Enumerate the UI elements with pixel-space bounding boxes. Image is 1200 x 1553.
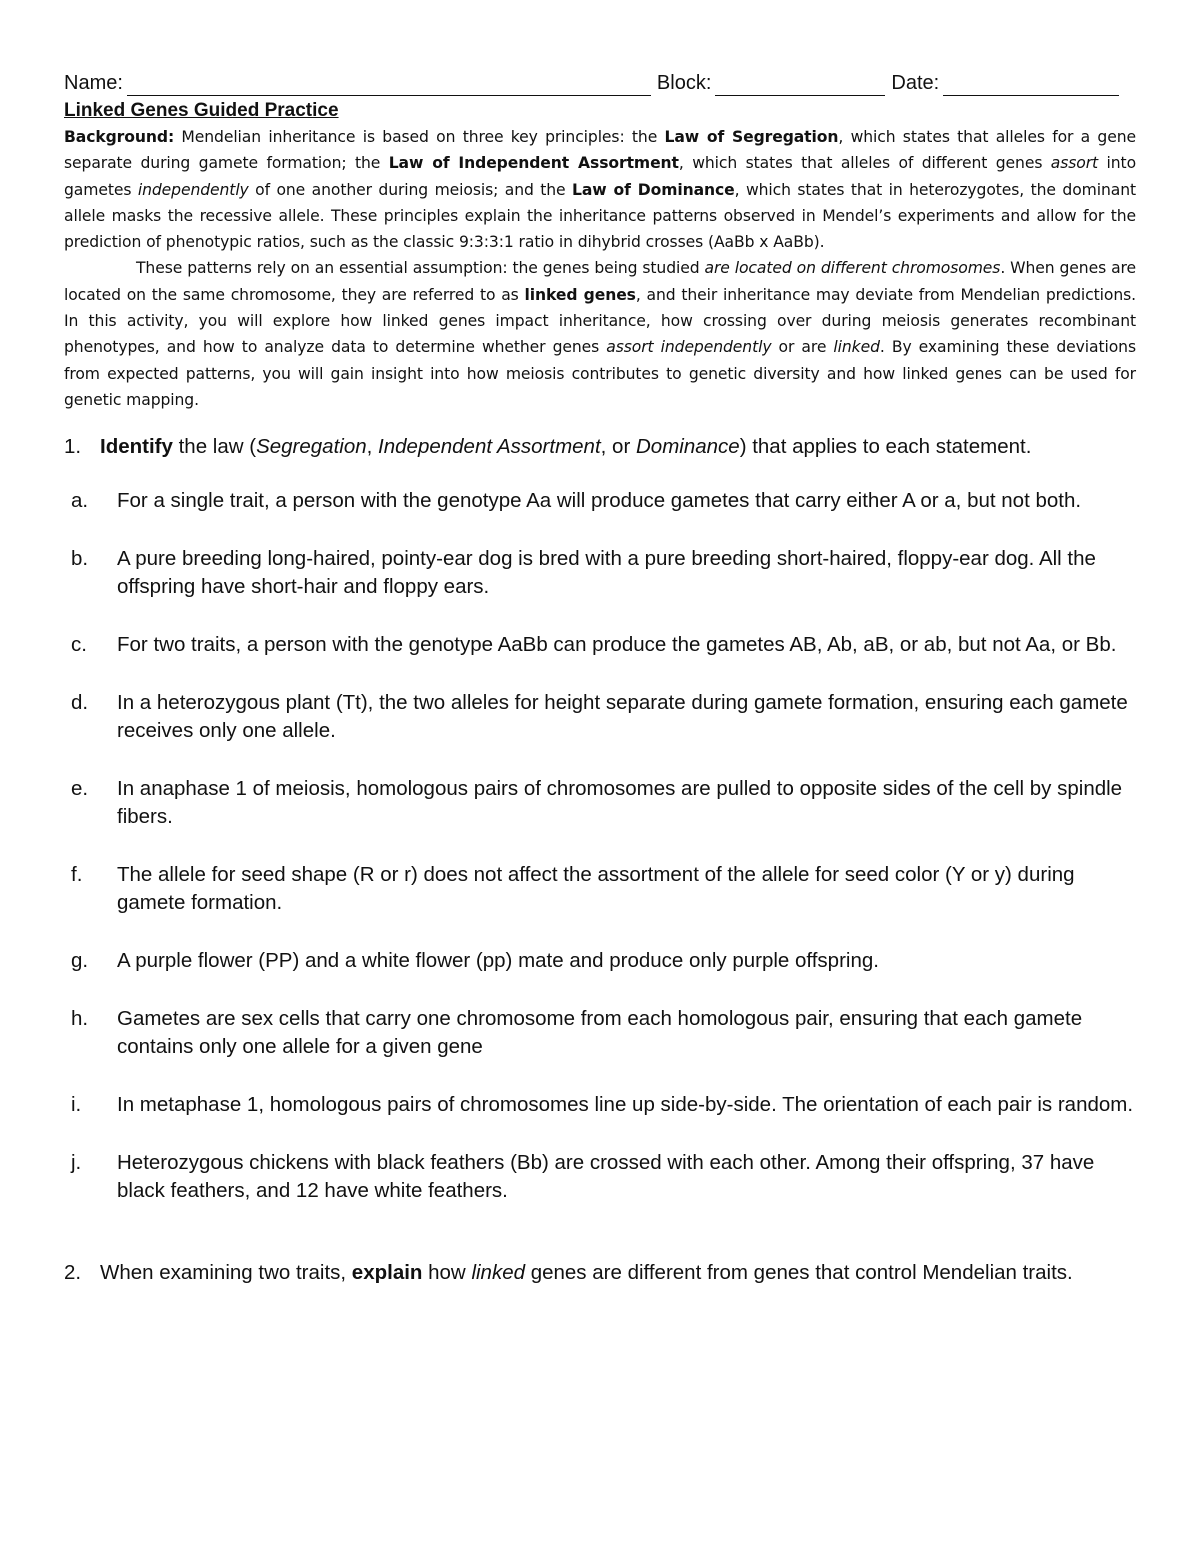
bg-text: , which states that alleles for a gene separate during gamete formation; the	[64, 128, 1136, 173]
linked-term: linked	[471, 1261, 525, 1285]
q1-text: , or	[600, 435, 636, 459]
background-paragraph-2	[64, 255, 1136, 413]
q1-text: the law (	[172, 435, 257, 459]
worksheet-page	[64, 70, 1136, 1287]
item-statement: For a single trait, a person with the genotype Aa will produce gametes that carry either A or a, but not both.	[117, 489, 1082, 513]
item-letter: a.	[71, 489, 89, 513]
identify-term: Identify	[100, 435, 173, 459]
item-letter: h.	[71, 1007, 89, 1031]
q1-text: ,	[366, 435, 379, 459]
different-chromosomes-term: are located on different chromosomes	[704, 259, 1001, 278]
list-item	[64, 1091, 1136, 1119]
list-item	[64, 1149, 1136, 1205]
page-title: Linked Genes Guided Practice	[64, 100, 339, 121]
assort-term: assort	[1050, 154, 1099, 173]
bg-text: , which states that alleles of different genes	[678, 154, 1051, 173]
item-statement: A pure breeding long-haired, pointy-ear dog is bred with a pure breeding short-haired, floppy-ear dog. All the offspring have short-hair and floppy ears.	[117, 547, 1096, 599]
bg-text: or are	[771, 338, 834, 357]
linked-term: linked	[833, 338, 880, 357]
item-statement: Heterozygous chickens with black feathers (Bb) are crossed with each other. Among their offspring, 37 have black feathers, and 12 have white feathers.	[117, 1151, 1095, 1203]
bg-text: . When genes are located on the same chromosome, they are referred to as	[64, 259, 1136, 304]
item-letter: d.	[71, 691, 89, 715]
law-independent-assortment-term: Law of Independent Assortment	[388, 154, 679, 173]
background-section	[64, 124, 1136, 413]
list-item	[64, 775, 1136, 831]
item-letter: b.	[71, 547, 89, 571]
list-item	[64, 487, 1136, 515]
bg-text: , and their inheritance may deviate from Mendelian predictions. In this activity, you will explore how linked genes impact inheritance, how crossing over during meiosis generates recombinant phenotypes, and how to analyze data to determine whether genes	[64, 285, 1136, 357]
item-letter: j.	[71, 1151, 82, 1175]
block-label: Block:	[656, 72, 712, 94]
q2-text: When examining two traits,	[100, 1261, 352, 1285]
assort-independently-term: assort independently	[606, 338, 772, 357]
q2-text: how	[422, 1261, 472, 1285]
item-statement: In a heterozygous plant (Tt), the two alleles for height separate during gamete formation, ensuring each gamete receives only one allele.	[117, 691, 1128, 743]
question-number: 2.	[64, 1261, 82, 1285]
date-blank-line	[943, 75, 1119, 96]
explain-term: explain	[351, 1261, 423, 1285]
item-statement: A purple flower (PP) and a white flower (pp) mate and produce only purple offspring.	[117, 949, 879, 973]
name-blank-line	[127, 75, 651, 96]
item-statement: In metaphase 1, homologous pairs of chromosomes line up side-by-side. The orientation of each pair is random.	[117, 1093, 1134, 1117]
question-number: 1.	[64, 435, 82, 459]
item-letter: c.	[71, 633, 87, 657]
item-letter: f.	[71, 863, 83, 887]
independent-assortment-term: Independent Assortment	[378, 435, 601, 459]
header-row	[64, 70, 1136, 96]
list-item	[64, 947, 1136, 975]
q2-text: genes are different from genes that control Mendelian traits.	[525, 1261, 1073, 1285]
background-label: Background:	[64, 128, 175, 146]
bg-text: , which states that in heterozygotes, the dominant allele masks the recessive allele. These principles explain the inheritance patterns observed in Mendel’s experiments and allow for the prediction of phenotypic ratios, such as the classic 9:3:3:1 ratio in dihybrid crosses (AaBb x AaBb).	[64, 180, 1136, 252]
list-item	[64, 689, 1136, 745]
item-statement: Gametes are sex cells that carry one chromosome from each homologous pair, ensuring that each gamete contains only one allele for a given gene	[117, 1007, 1083, 1059]
list-item	[64, 545, 1136, 601]
bg-text: . By examining these deviations from expected patterns, you will gain insight into how meiosis contributes to genetic diversity and how linked genes can be used for genetic mapping.	[64, 338, 1136, 409]
law-segregation-term: Law of Segregation	[664, 128, 839, 146]
segregation-term: Segregation	[256, 435, 367, 459]
bg-text: of one another during meiosis; and the	[248, 180, 573, 199]
item-statement: For two traits, a person with the genotype AaBb can produce the gametes AB, Ab, aB, or ab, but not Aa, or Bb.	[117, 633, 1117, 657]
item-statement: In anaphase 1 of meiosis, homologous pairs of chromosomes are pulled to opposite sides of the cell by spindle fibers.	[117, 777, 1123, 829]
q1-text: ) that applies to each statement.	[739, 435, 1032, 459]
question-1-prompt	[100, 433, 1136, 461]
question-1-items	[64, 487, 1136, 1205]
item-letter: i.	[71, 1093, 82, 1117]
name-label: Name:	[64, 72, 123, 94]
list-item	[64, 861, 1136, 917]
bg-text: Mendelian inheritance is based on three key principles: the	[174, 128, 665, 146]
block-blank-line	[715, 75, 885, 96]
independently-term: independently	[137, 180, 249, 199]
list-item	[64, 1005, 1136, 1061]
question-1	[64, 433, 1136, 461]
list-item	[64, 631, 1136, 659]
linked-genes-term: linked genes	[524, 285, 636, 304]
law-dominance-term: Law of Dominance	[572, 180, 735, 199]
dominance-term: Dominance	[635, 435, 740, 459]
question-2	[64, 1259, 1136, 1287]
bg-text: into gametes	[64, 154, 1137, 199]
item-statement: The allele for seed shape (R or r) does not affect the assortment of the allele for seed color (Y or y) during gamete formation.	[117, 863, 1075, 915]
question-2-prompt	[100, 1259, 1136, 1287]
date-label: Date:	[891, 72, 940, 94]
item-letter: g.	[71, 949, 89, 973]
bg-text: These patterns rely on an essential assumption: the genes being studied	[136, 259, 705, 278]
item-letter: e.	[71, 777, 89, 801]
background-paragraph-1	[64, 124, 1136, 255]
